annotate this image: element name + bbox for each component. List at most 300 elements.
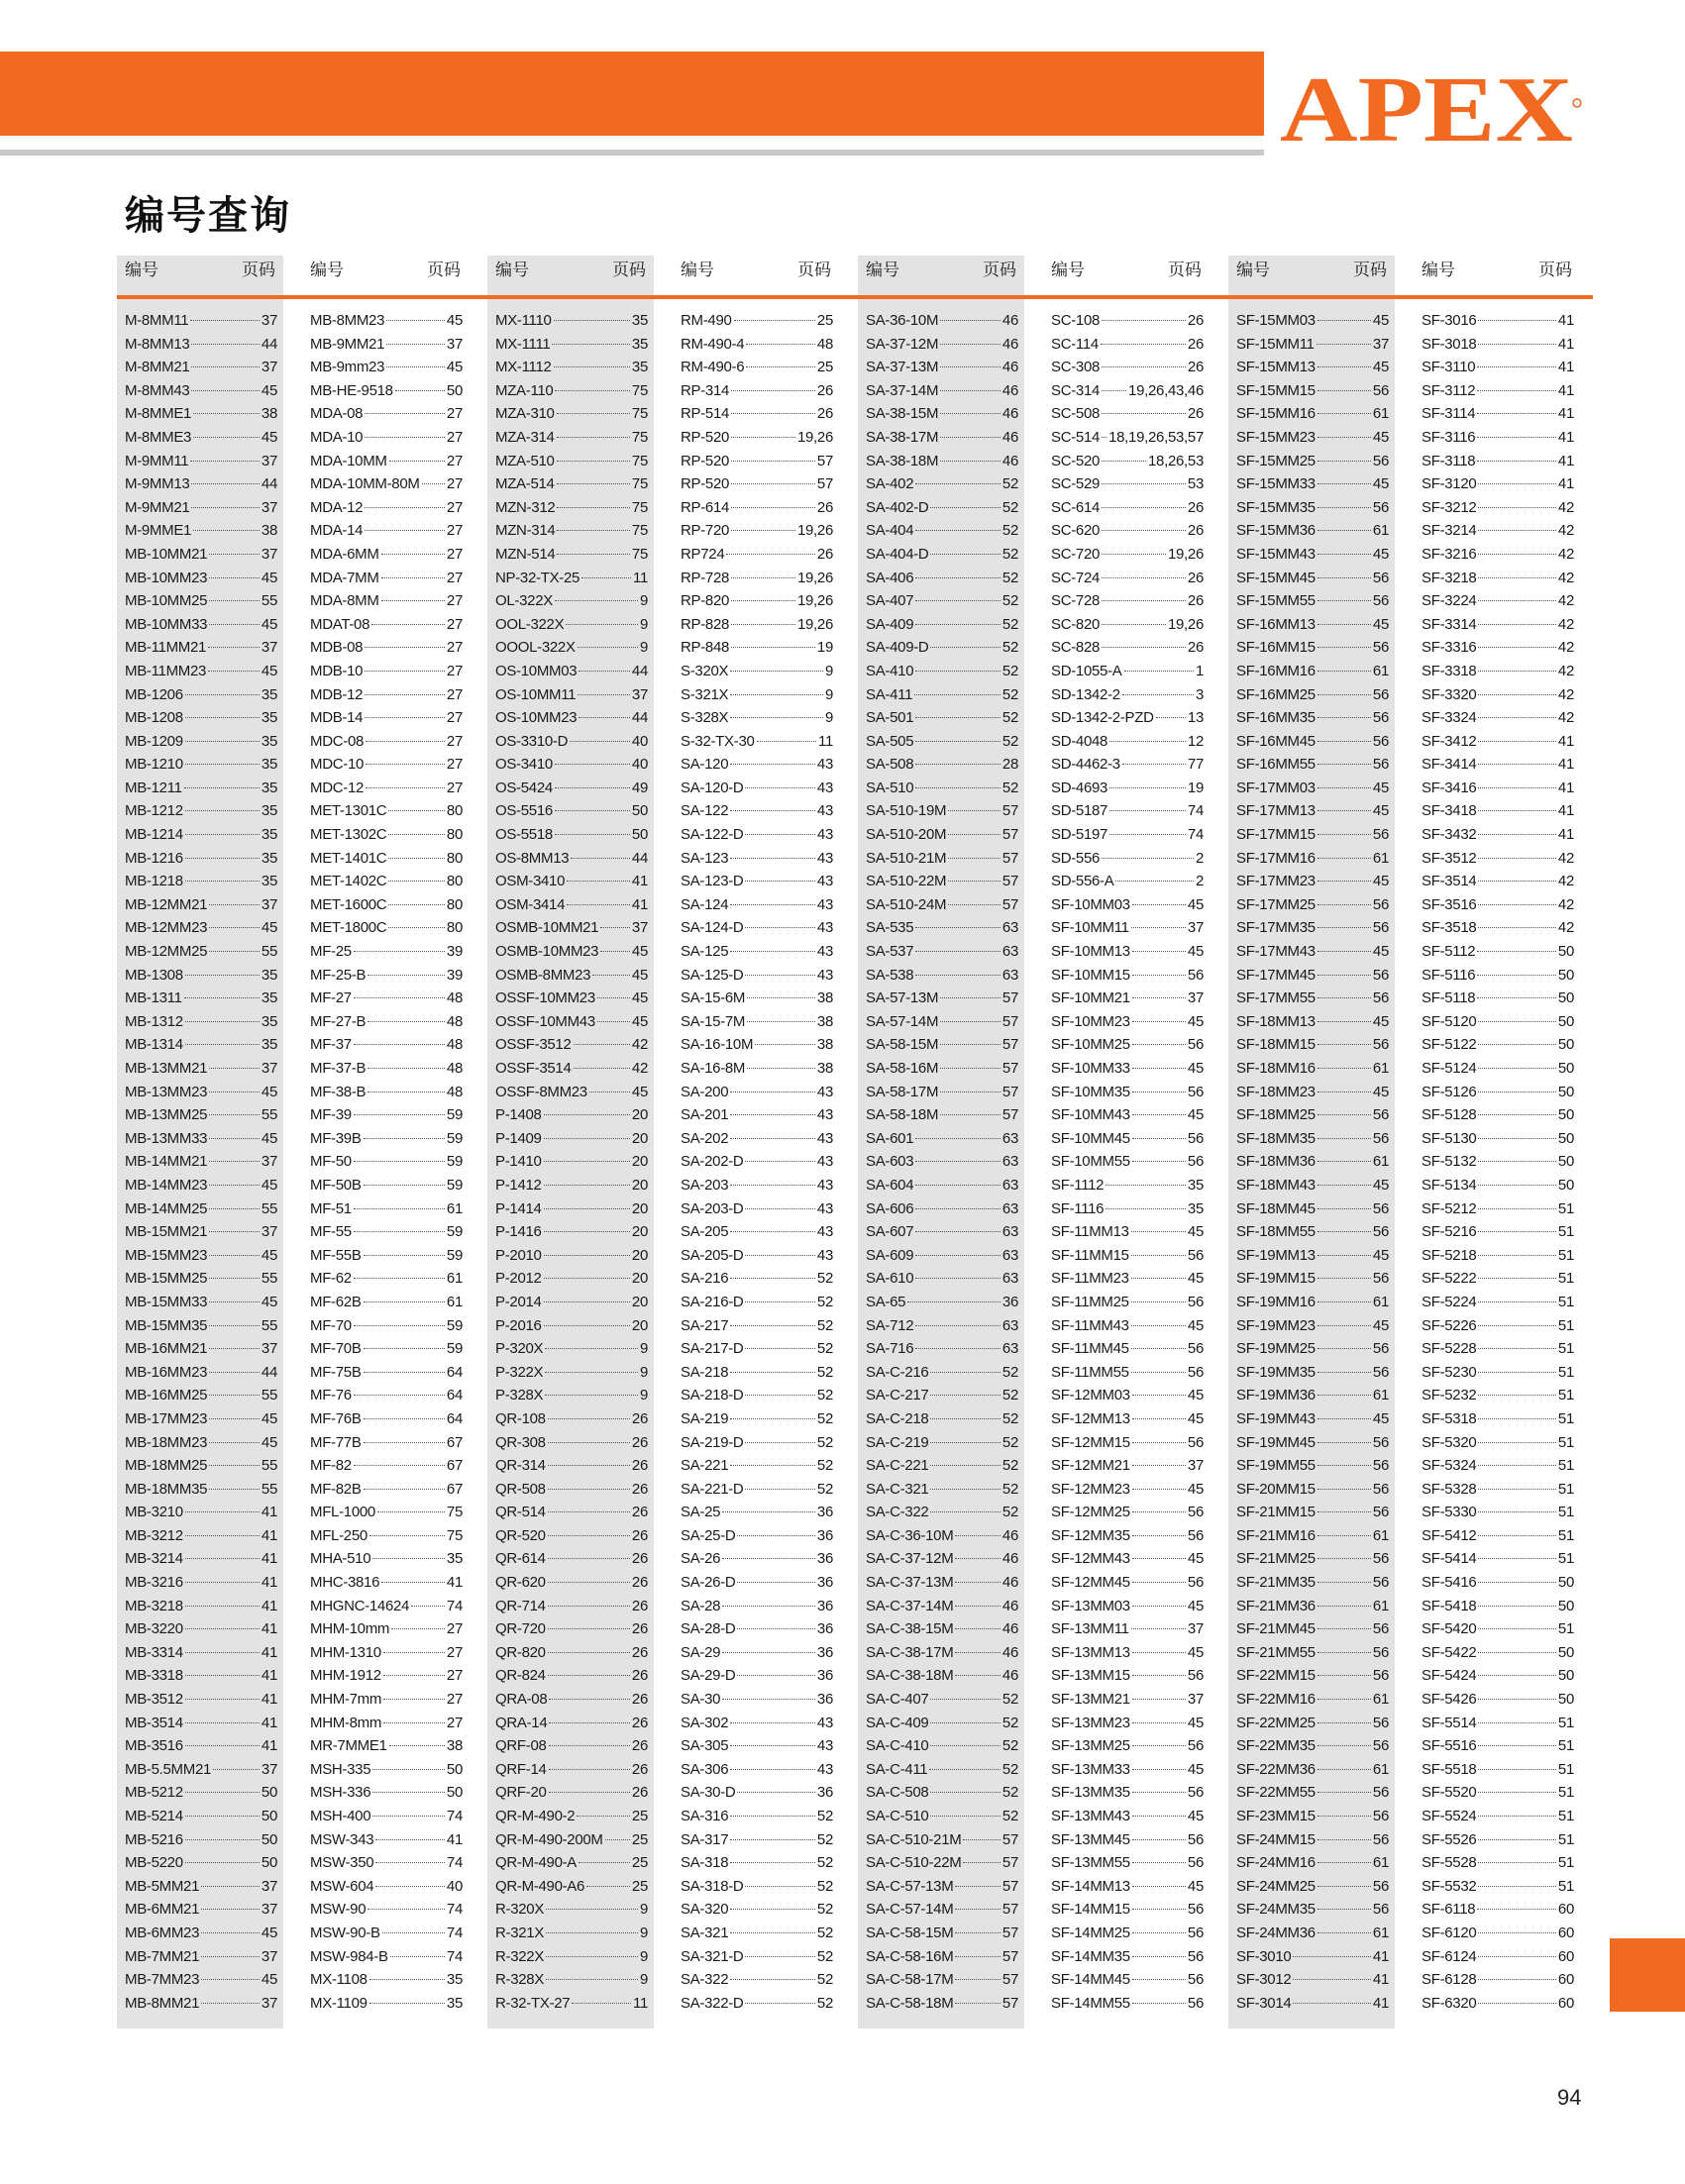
page-ref: 56 xyxy=(1372,639,1389,657)
dot-leader xyxy=(745,2003,814,2004)
page-ref: 9 xyxy=(824,709,833,727)
dot-leader xyxy=(730,1745,815,1746)
page-ref: 75 xyxy=(631,428,648,446)
dot-leader xyxy=(730,904,815,905)
part-code: SA-30 xyxy=(681,1691,721,1709)
page-ref: 56 xyxy=(1372,685,1389,703)
part-code: SA-122-D xyxy=(681,826,744,844)
part-code: RP-728 xyxy=(681,569,730,586)
part-code: SA-57-14M xyxy=(866,1012,939,1030)
index-entry xyxy=(117,402,283,426)
part-code: SF-11MM45 xyxy=(1051,1340,1129,1358)
index-entry xyxy=(1043,1712,1210,1735)
index-entry xyxy=(487,1174,654,1197)
index-entry xyxy=(1414,1150,1580,1174)
index-entry xyxy=(117,1571,283,1595)
page-ref: 51 xyxy=(1557,1457,1574,1475)
index-entry xyxy=(117,1407,283,1431)
page-ref: 51 xyxy=(1557,1433,1574,1451)
page-ref: 61 xyxy=(1372,1387,1389,1404)
part-code: SF-10MM15 xyxy=(1051,966,1130,984)
index-entry xyxy=(302,823,469,847)
part-code: SA-C-38-18M xyxy=(866,1667,954,1685)
page-ref: 48 xyxy=(816,335,833,353)
index-entry xyxy=(1414,1454,1580,1478)
index-entry xyxy=(1043,589,1210,613)
dot-leader xyxy=(1317,1745,1371,1746)
part-code: SF-1116 xyxy=(1051,1199,1105,1217)
dot-leader xyxy=(1317,834,1371,835)
index-entry xyxy=(858,1010,1024,1034)
dot-leader xyxy=(185,1558,260,1559)
page-ref: 40 xyxy=(631,732,648,750)
index-entry xyxy=(673,893,839,917)
index-entry xyxy=(1228,1922,1395,1945)
index-entry xyxy=(1228,1828,1395,1852)
page-ref: 51 xyxy=(1557,1830,1574,1848)
part-code: SA-203 xyxy=(681,1176,729,1194)
dot-leader xyxy=(1317,927,1371,928)
index-entry xyxy=(858,777,1024,800)
index-entry xyxy=(487,1081,654,1104)
part-code: MZA-514 xyxy=(495,475,555,493)
page-ref: 45 xyxy=(1372,1316,1389,1334)
dot-leader xyxy=(375,1886,445,1887)
part-code: SF-3514 xyxy=(1422,873,1477,890)
part-code: SF-5132 xyxy=(1422,1153,1477,1171)
page-ref: 63 xyxy=(1001,1129,1018,1147)
part-code: SA-202-D xyxy=(681,1153,744,1171)
dot-leader xyxy=(364,1442,445,1443)
page-ref: 52 xyxy=(1001,1387,1018,1404)
index-entry xyxy=(117,1314,283,1338)
dot-leader xyxy=(388,927,445,928)
index-entry xyxy=(858,1828,1024,1852)
dot-leader xyxy=(577,1816,630,1817)
index-entry xyxy=(858,660,1024,683)
part-code: SF-3224 xyxy=(1422,592,1477,610)
dot-leader xyxy=(1317,1021,1371,1022)
page-side-tab xyxy=(1610,1938,1685,2012)
index-entry xyxy=(1043,1057,1210,1081)
index-entry xyxy=(858,1922,1024,1945)
page-ref: 9 xyxy=(639,615,648,633)
page-ref: 45 xyxy=(261,428,277,446)
dot-leader xyxy=(185,1675,260,1676)
page-ref: 42 xyxy=(631,1060,648,1077)
dot-leader xyxy=(1317,1792,1371,1793)
part-code: SF-20MM15 xyxy=(1236,1480,1316,1498)
index-entry xyxy=(487,567,654,590)
index-entry xyxy=(302,1641,469,1665)
index-entry xyxy=(1228,1127,1395,1151)
part-code: SF-1112 xyxy=(1051,1176,1105,1194)
dot-leader xyxy=(730,1418,815,1419)
index-entry xyxy=(858,1407,1024,1431)
dot-leader xyxy=(1317,1722,1371,1723)
part-code: OSSF-3514 xyxy=(495,1060,572,1077)
page-ref: 50 xyxy=(1557,1176,1574,1194)
dot-leader xyxy=(1317,1582,1371,1583)
page-ref: 59 xyxy=(446,1129,463,1147)
index-entry xyxy=(117,1244,283,1268)
part-code: SF-3324 xyxy=(1422,709,1477,727)
dot-leader xyxy=(383,1675,445,1676)
page-ref: 11 xyxy=(633,1994,648,2012)
dot-leader xyxy=(930,1442,1000,1443)
index-column-2 xyxy=(302,256,469,2028)
index-entry xyxy=(1414,1828,1580,1852)
page-ref: 56 xyxy=(1187,1153,1204,1171)
page-ref: 26 xyxy=(631,1784,648,1802)
page-ref: 56 xyxy=(1372,1737,1389,1755)
page-ref: 74 xyxy=(446,1924,463,1941)
dot-leader xyxy=(1317,1932,1371,1933)
page-ref: 43 xyxy=(816,1153,833,1171)
page-ref: 75 xyxy=(631,522,648,540)
page-ref: 26 xyxy=(1187,312,1204,329)
part-code: SF-6118 xyxy=(1422,1901,1476,1919)
index-entry xyxy=(1414,1057,1580,1081)
page-ref: 50 xyxy=(1557,1060,1574,1077)
dot-leader xyxy=(382,1932,445,1933)
index-entry xyxy=(1228,1734,1395,1758)
part-code: QR-714 xyxy=(495,1597,546,1614)
dot-leader xyxy=(1478,647,1555,648)
part-code: P-1412 xyxy=(495,1176,542,1194)
dot-leader xyxy=(1131,1278,1186,1279)
page-ref: 41 xyxy=(261,1667,277,1685)
page-ref: 74 xyxy=(446,1808,463,1824)
part-code: SC-620 xyxy=(1051,522,1101,540)
page-ref: 43 xyxy=(816,1737,833,1755)
dot-leader xyxy=(1317,1231,1371,1232)
part-code: SA-26-D xyxy=(681,1574,736,1592)
page-ref: 42 xyxy=(1557,569,1574,586)
page-ref: 63 xyxy=(1001,943,1018,961)
index-entry xyxy=(1414,1734,1580,1758)
index-entry xyxy=(302,333,469,357)
part-code: SD-1055-A xyxy=(1051,662,1122,679)
index-entry xyxy=(1228,987,1395,1010)
part-code: SF-5330 xyxy=(1422,1504,1477,1521)
index-entry xyxy=(1228,636,1395,660)
index-entry xyxy=(673,1758,839,1782)
dot-leader xyxy=(185,834,260,835)
page-ref: 56 xyxy=(1372,452,1389,469)
part-code: SA-411 xyxy=(866,685,913,703)
page-ref: 56 xyxy=(1372,966,1389,984)
dot-leader xyxy=(731,530,795,531)
dot-leader xyxy=(365,507,445,508)
part-code: MSW-604 xyxy=(310,1877,374,1895)
dot-leader xyxy=(1132,1909,1186,1910)
page-ref: 27 xyxy=(446,662,463,679)
dot-leader xyxy=(1132,1138,1186,1139)
part-code: SF-5216 xyxy=(1422,1223,1477,1241)
index-entry xyxy=(858,496,1024,520)
index-entry xyxy=(302,1595,469,1618)
index-entry xyxy=(1043,1501,1210,1524)
page-ref: 37 xyxy=(446,335,463,353)
dot-leader xyxy=(185,1535,260,1536)
dot-leader xyxy=(548,1465,630,1466)
page-ref: 43 xyxy=(816,826,833,844)
dot-leader xyxy=(915,927,1000,928)
part-code: MB-13MM33 xyxy=(125,1129,208,1147)
part-code: SA-124 xyxy=(681,895,729,913)
part-code: SA-510-24M xyxy=(866,895,947,913)
page-ref: 19,26 xyxy=(796,428,833,446)
dot-leader xyxy=(390,1956,445,1957)
part-code: MB-3216 xyxy=(125,1574,183,1592)
index-entry xyxy=(1414,1875,1580,1899)
page-ref: 56 xyxy=(1372,592,1389,610)
dot-leader xyxy=(1317,461,1371,462)
dot-leader xyxy=(1478,530,1555,531)
part-code: SF-5324 xyxy=(1422,1457,1477,1475)
part-code: NP-32-TX-25 xyxy=(495,569,580,586)
index-entry xyxy=(858,940,1024,964)
index-entry xyxy=(1414,379,1580,403)
dot-leader xyxy=(1132,997,1186,998)
index-entry xyxy=(1228,1898,1395,1922)
part-code: SA-C-57-14M xyxy=(866,1901,954,1919)
index-entry xyxy=(1228,1174,1395,1197)
dot-leader xyxy=(1317,507,1371,508)
part-code: MHA-510 xyxy=(310,1550,371,1568)
index-entry xyxy=(858,1081,1024,1104)
part-code: SF-21MM35 xyxy=(1236,1574,1316,1592)
dot-leader xyxy=(365,530,445,531)
part-code: SA-407 xyxy=(866,592,914,610)
page-ref: 52 xyxy=(1001,475,1018,493)
page-ref: 50 xyxy=(1557,1643,1574,1661)
index-entry xyxy=(117,1220,283,1244)
dot-leader xyxy=(915,787,1000,788)
dot-leader xyxy=(1102,577,1186,578)
part-code: RP-520 xyxy=(681,428,730,446)
part-code: SF-15MM03 xyxy=(1236,312,1316,329)
dot-leader xyxy=(571,858,630,859)
index-entry xyxy=(1228,870,1395,893)
header-code-label: 编号 xyxy=(310,260,344,279)
index-entry xyxy=(487,916,654,940)
index-entry xyxy=(1228,1547,1395,1571)
page-ref: 37 xyxy=(261,498,277,516)
index-entry xyxy=(487,1781,654,1805)
page-ref: 20 xyxy=(631,1316,648,1334)
index-entry xyxy=(1043,940,1210,964)
page-ref: 45 xyxy=(1187,1808,1204,1824)
dot-leader xyxy=(544,1301,630,1302)
page-ref: 38 xyxy=(446,1737,463,1755)
index-column-1 xyxy=(117,256,283,2028)
dot-leader xyxy=(544,1208,630,1209)
index-entry xyxy=(1043,472,1210,496)
part-code: OSM-3414 xyxy=(495,895,566,913)
index-entry xyxy=(1228,567,1395,590)
part-code: SC-614 xyxy=(1051,498,1101,516)
index-entry xyxy=(117,964,283,988)
page-ref: 61 xyxy=(446,1293,463,1310)
part-code: SA-C-58-18M xyxy=(866,1994,954,2012)
dot-leader xyxy=(737,1675,814,1676)
page-ref: 61 xyxy=(1372,1597,1389,1614)
page-ref: 35 xyxy=(261,873,277,890)
part-code: SA-321 xyxy=(681,1924,729,1941)
page-ref: 57 xyxy=(816,452,833,469)
index-entry xyxy=(1228,1267,1395,1291)
index-entry xyxy=(1228,1664,1395,1688)
dot-leader xyxy=(1478,1862,1555,1863)
index-entry xyxy=(858,1361,1024,1385)
index-entry xyxy=(487,1220,654,1244)
part-code: M-8MM21 xyxy=(125,359,190,376)
page-ref: 52 xyxy=(1001,779,1018,796)
dot-leader xyxy=(372,1558,445,1559)
page-ref: 45 xyxy=(261,919,277,937)
dot-leader xyxy=(915,717,1000,718)
part-code: SF-3118 xyxy=(1422,452,1476,469)
dot-leader xyxy=(185,1628,260,1629)
index-entry xyxy=(1228,799,1395,823)
part-code: RM-490-4 xyxy=(681,335,745,353)
dot-leader xyxy=(557,413,630,414)
part-code: SF-21MM45 xyxy=(1236,1620,1316,1638)
page-ref: 41 xyxy=(261,1574,277,1592)
index-entry xyxy=(673,916,839,940)
index-entry xyxy=(1043,1595,1210,1618)
page-ref: 45 xyxy=(1372,1246,1389,1264)
page-ref: 51 xyxy=(1557,1737,1574,1755)
page-ref: 43 xyxy=(816,779,833,796)
dot-leader xyxy=(731,483,815,484)
page-ref: 51 xyxy=(1557,1293,1574,1310)
header-page-label: 页码 xyxy=(1538,260,1572,279)
dot-leader xyxy=(722,1652,815,1653)
index-entry xyxy=(302,1758,469,1782)
page-ref: 42 xyxy=(1557,592,1574,610)
part-code: RP-614 xyxy=(681,498,730,516)
index-entry xyxy=(117,1712,283,1735)
page-ref: 37 xyxy=(1187,1457,1204,1475)
index-entry xyxy=(1043,1547,1210,1571)
index-entry xyxy=(302,1828,469,1852)
dot-leader xyxy=(1317,1348,1371,1349)
index-entry xyxy=(858,1688,1024,1712)
index-entry xyxy=(673,1033,839,1057)
index-entry xyxy=(1414,683,1580,707)
dot-leader xyxy=(365,437,445,438)
page-ref: 35 xyxy=(631,335,648,353)
part-code: MB-3220 xyxy=(125,1620,183,1638)
page-ref: 56 xyxy=(1372,1877,1389,1895)
dot-leader xyxy=(1102,320,1186,321)
part-code: SF-3512 xyxy=(1422,849,1477,867)
page-ref: 27 xyxy=(446,779,463,796)
dot-leader xyxy=(1132,904,1186,905)
index-entry xyxy=(302,379,469,403)
index-entry xyxy=(858,1968,1024,1992)
page-ref: 43 xyxy=(816,756,833,774)
page-ref: 45 xyxy=(261,662,277,679)
part-code: SF-3114 xyxy=(1422,405,1476,423)
part-code: MB-3516 xyxy=(125,1737,183,1755)
part-code: MDC-10 xyxy=(310,756,365,774)
page-ref: 27 xyxy=(446,428,463,446)
part-code: SA-316 xyxy=(681,1808,729,1824)
page-ref: 37 xyxy=(631,685,648,703)
dot-leader xyxy=(731,461,815,462)
index-entry xyxy=(1414,660,1580,683)
part-code: SC-520 xyxy=(1051,452,1101,469)
dot-leader xyxy=(1317,1558,1371,1559)
page-ref: 35 xyxy=(261,1012,277,1030)
part-code: SF-3418 xyxy=(1422,802,1477,820)
part-code: SF-10MM45 xyxy=(1051,1129,1130,1147)
dot-leader xyxy=(555,787,630,788)
dot-leader xyxy=(1102,483,1186,484)
dot-leader xyxy=(388,904,445,905)
dot-leader xyxy=(940,390,1000,391)
part-code: SD-4462-3 xyxy=(1051,756,1120,774)
index-entry xyxy=(487,1992,654,2016)
dot-leader xyxy=(354,997,445,998)
part-code: SF-19MM25 xyxy=(1236,1340,1316,1358)
index-entry xyxy=(487,1244,654,1268)
index-entry xyxy=(858,753,1024,777)
index-entry xyxy=(1228,519,1395,543)
part-code: QR-308 xyxy=(495,1433,546,1451)
page-ref: 19,26 xyxy=(1167,545,1204,563)
part-code: SA-609 xyxy=(866,1246,914,1264)
part-code: SC-728 xyxy=(1051,592,1101,610)
part-code: SF-12MM03 xyxy=(1051,1387,1130,1404)
page-ref: 52 xyxy=(816,1854,833,1872)
page-ref: 56 xyxy=(1372,1036,1389,1054)
index-entry xyxy=(1043,1197,1210,1221)
part-code: OS-10MM23 xyxy=(495,709,578,727)
part-code: SA-C-217 xyxy=(866,1387,929,1404)
part-code: OS-5516 xyxy=(495,802,553,820)
dot-leader xyxy=(730,951,815,952)
index-entry xyxy=(858,1805,1024,1828)
index-entry xyxy=(1228,1617,1395,1641)
part-code: OOOL-322X xyxy=(495,639,576,657)
part-code: MB-1218 xyxy=(125,873,183,890)
index-entry xyxy=(302,567,469,590)
index-entry xyxy=(117,1478,283,1502)
index-entry xyxy=(1414,1922,1580,1945)
part-code: SF-5122 xyxy=(1422,1036,1477,1054)
index-entry xyxy=(858,519,1024,543)
dot-leader xyxy=(209,1231,260,1232)
index-entry xyxy=(673,730,839,754)
index-entry xyxy=(302,1267,469,1291)
page-ref: 80 xyxy=(446,802,463,820)
part-code: SF-24MM35 xyxy=(1236,1901,1316,1919)
dot-leader xyxy=(369,2003,445,2004)
part-code: P-1410 xyxy=(495,1153,542,1171)
part-code: SA-C-218 xyxy=(866,1409,929,1427)
part-code: SF-5222 xyxy=(1422,1270,1477,1288)
part-code: SF-13MM23 xyxy=(1051,1714,1130,1731)
index-entry xyxy=(487,1571,654,1595)
page-ref: 52 xyxy=(816,1947,833,1965)
page-ref: 45 xyxy=(1187,1387,1204,1404)
index-entry xyxy=(673,496,839,520)
